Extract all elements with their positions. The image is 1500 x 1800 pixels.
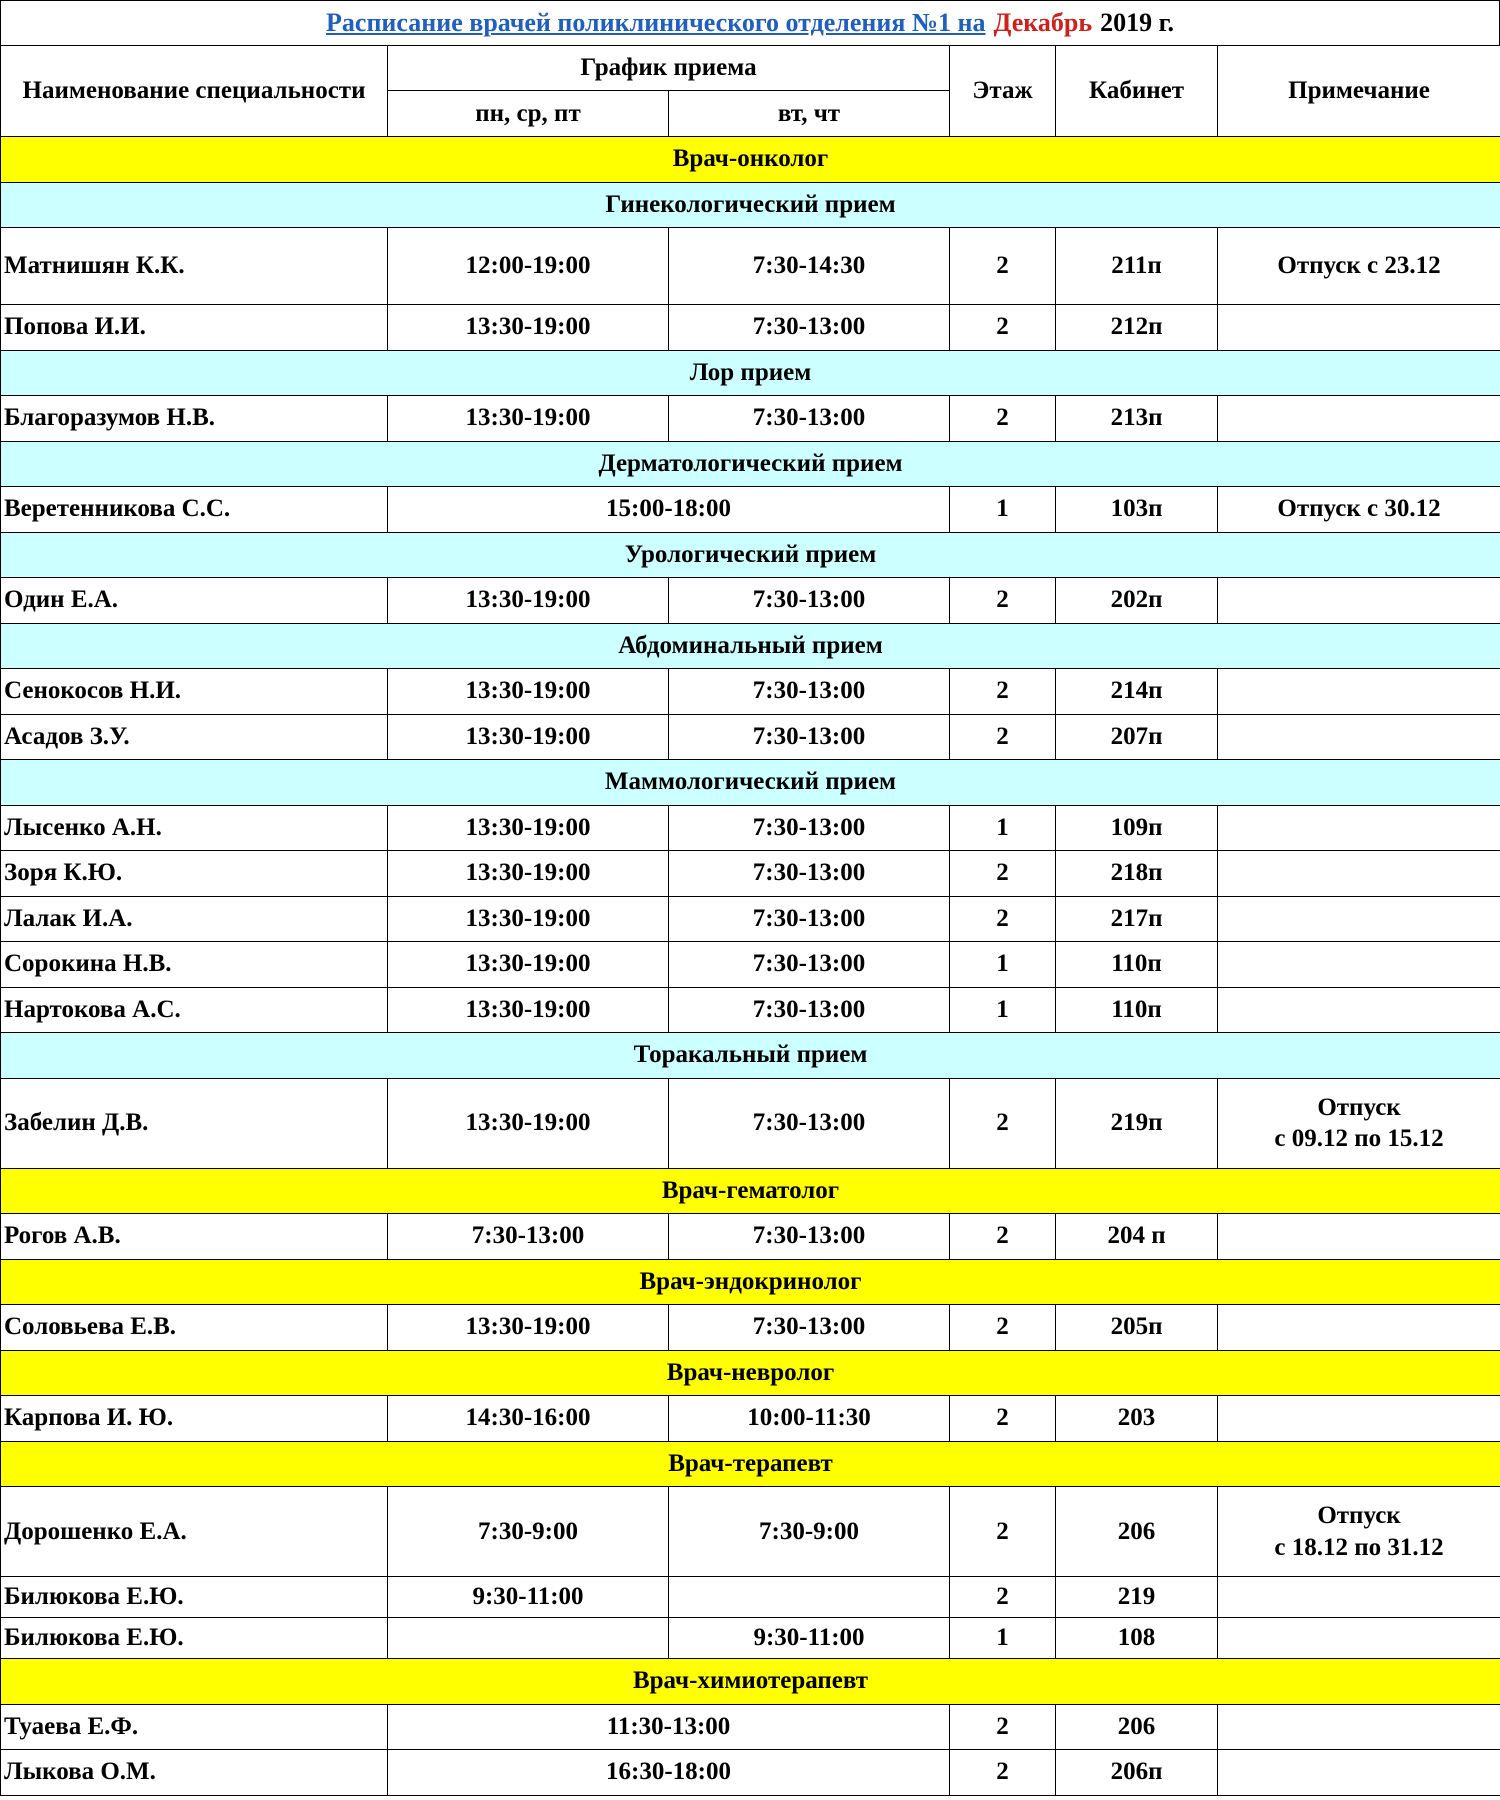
doctor-name: Карпова И. Ю. — [1, 1396, 388, 1442]
schedule-mon-wed-fri: 13:30-19:00 — [388, 896, 669, 942]
page-title — [0, 0, 1500, 45]
header-floor: Этаж — [950, 46, 1056, 137]
schedule-tue-thu: 9:30-11:00 — [669, 1618, 950, 1659]
note-cell — [1218, 1305, 1500, 1351]
header-schedule: График приема — [388, 46, 950, 91]
schedule-tue-thu: 7:30-13:00 — [669, 1214, 950, 1260]
schedule-rows — [1, 137, 1500, 1796]
doctor-row — [1, 1577, 1500, 1618]
header-cabinet: Кабинет — [1056, 46, 1218, 137]
specialty-label: Врач-химиотерапевт — [1, 1659, 1500, 1705]
cabinet-cell: 109п — [1056, 805, 1218, 851]
schedule-tue-thu: 7:30-13:00 — [669, 714, 950, 760]
specialty-label: Врач-гематолог — [1, 1168, 1500, 1214]
doctor-name: Лалак И.А. — [1, 896, 388, 942]
floor-cell: 1 — [950, 942, 1056, 988]
floor-cell: 2 — [950, 578, 1056, 624]
subsection-row — [1, 1033, 1500, 1079]
doctor-name: Благоразумов Н.В. — [1, 396, 388, 442]
cabinet-cell: 213п — [1056, 396, 1218, 442]
doctor-name: Сорокина Н.В. — [1, 942, 388, 988]
doctor-row — [1, 896, 1500, 942]
note-cell — [1218, 987, 1500, 1033]
doctor-name: Рогов А.В. — [1, 1214, 388, 1260]
note-cell — [1218, 305, 1500, 351]
doctor-name: Соловьева Е.В. — [1, 1305, 388, 1351]
doctor-name: Веретенникова С.С. — [1, 487, 388, 533]
title-month: Декабрь — [993, 8, 1093, 37]
doctor-name: Лыкова О.М. — [1, 1750, 388, 1796]
schedule-tue-thu: 7:30-13:00 — [669, 305, 950, 351]
floor-cell: 2 — [950, 1487, 1056, 1577]
doctor-row — [1, 669, 1500, 715]
schedule-tue-thu: 7:30-13:00 — [669, 1078, 950, 1168]
schedule-tue-thu: 7:30-13:00 — [669, 669, 950, 715]
specialty-label: Врач-онколог — [1, 137, 1500, 183]
schedule-mon-wed-fri: 13:30-19:00 — [388, 1305, 669, 1351]
note-cell — [1218, 805, 1500, 851]
schedule-tue-thu: 7:30-9:00 — [669, 1487, 950, 1577]
schedule-mon-wed-fri: 13:30-19:00 — [388, 578, 669, 624]
schedule-tue-thu: 7:30-13:00 — [669, 805, 950, 851]
doctor-name: Один Е.А. — [1, 578, 388, 624]
header-note: Примечание — [1218, 46, 1500, 137]
header-specialty: Наименование специальности — [1, 46, 388, 137]
schedule-mon-wed-fri: 12:00-19:00 — [388, 228, 669, 305]
specialty-row — [1, 1441, 1500, 1487]
specialty-row — [1, 1259, 1500, 1305]
schedule-tue-thu: 7:30-13:00 — [669, 896, 950, 942]
cabinet-cell: 212п — [1056, 305, 1218, 351]
header-days-tue-thu: вт, чт — [669, 91, 950, 137]
floor-cell: 2 — [950, 1396, 1056, 1442]
cabinet-cell: 206п — [1056, 1750, 1218, 1796]
doctor-row — [1, 805, 1500, 851]
specialty-label: Врач-невролог — [1, 1350, 1500, 1396]
doctor-name: Нартокова А.С. — [1, 987, 388, 1033]
specialty-row — [1, 1168, 1500, 1214]
note-cell: Отпуск с 23.12 — [1218, 228, 1500, 305]
doctor-name: Дорошенко Е.А. — [1, 1487, 388, 1577]
floor-cell: 2 — [950, 1750, 1056, 1796]
note-cell — [1218, 578, 1500, 624]
cabinet-cell: 204 п — [1056, 1214, 1218, 1260]
schedule-mon-wed-fri: 9:30-11:00 — [388, 1577, 669, 1618]
floor-cell: 1 — [950, 1618, 1056, 1659]
schedule-tue-thu — [669, 1577, 950, 1618]
note-line-2: с 09.12 по 15.12 — [1274, 1125, 1444, 1152]
doctor-name: Лысенко А.Н. — [1, 805, 388, 851]
doctor-row — [1, 851, 1500, 897]
schedule-mon-wed-fri: 13:30-19:00 — [388, 669, 669, 715]
specialty-label: Врач-терапевт — [1, 1441, 1500, 1487]
cabinet-cell: 218п — [1056, 851, 1218, 897]
header-days-mon-wed-fri: пн, ср, пт — [388, 91, 669, 137]
title-year: 2019 г. — [1100, 8, 1174, 37]
doctor-row — [1, 228, 1500, 305]
floor-cell: 2 — [950, 1704, 1056, 1750]
cabinet-cell: 203 — [1056, 1396, 1218, 1442]
floor-cell: 2 — [950, 396, 1056, 442]
floor-cell: 2 — [950, 1305, 1056, 1351]
floor-cell: 2 — [950, 851, 1056, 897]
doctor-name: Сенокосов Н.И. — [1, 669, 388, 715]
floor-cell: 2 — [950, 228, 1056, 305]
note-cell — [1218, 714, 1500, 760]
note-line-2: с 18.12 по 31.12 — [1274, 1533, 1444, 1561]
schedule-mon-wed-fri: 13:30-19:00 — [388, 851, 669, 897]
note-cell — [1218, 942, 1500, 988]
note-cell — [1218, 669, 1500, 715]
schedule-tue-thu: 7:30-13:00 — [669, 851, 950, 897]
schedule-mon-wed-fri: 13:30-19:00 — [388, 987, 669, 1033]
subsection-label: Гинекологический прием — [1, 182, 1500, 228]
doctor-row — [1, 942, 1500, 988]
cabinet-cell: 110п — [1056, 942, 1218, 988]
doctor-name: Попова И.И. — [1, 305, 388, 351]
note-cell — [1218, 1078, 1500, 1168]
doctor-row — [1, 1618, 1500, 1659]
doctor-name: Забелин Д.В. — [1, 1078, 388, 1168]
schedule-mon-wed-fri: 13:30-19:00 — [388, 396, 669, 442]
schedule-all-days: 11:30-13:00 — [388, 1704, 950, 1750]
doctor-row — [1, 1704, 1500, 1750]
note-cell — [1218, 1577, 1500, 1618]
cabinet-cell: 205п — [1056, 1305, 1218, 1351]
floor-cell: 2 — [950, 1577, 1056, 1618]
doctor-row — [1, 305, 1500, 351]
cabinet-cell: 108 — [1056, 1618, 1218, 1659]
doctor-name: Билюкова Е.Ю. — [1, 1618, 388, 1659]
floor-cell: 1 — [950, 805, 1056, 851]
floor-cell: 1 — [950, 487, 1056, 533]
specialty-row — [1, 1659, 1500, 1705]
schedule-mon-wed-fri: 13:30-19:00 — [388, 805, 669, 851]
floor-cell: 2 — [950, 714, 1056, 760]
specialty-row — [1, 1350, 1500, 1396]
subsection-label: Торакальный прием — [1, 1033, 1500, 1079]
cabinet-cell: 214п — [1056, 669, 1218, 715]
cabinet-cell: 219п — [1056, 1078, 1218, 1168]
note-cell — [1218, 1704, 1500, 1750]
schedule-tue-thu: 7:30-13:00 — [669, 578, 950, 624]
cabinet-cell: 211п — [1056, 228, 1218, 305]
subsection-label: Урологический прием — [1, 532, 1500, 578]
subsection-row — [1, 623, 1500, 669]
doctor-name: Туаева Е.Ф. — [1, 1704, 388, 1750]
subsection-row — [1, 182, 1500, 228]
schedule-tue-thu: 7:30-13:00 — [669, 1305, 950, 1351]
floor-cell: 2 — [950, 669, 1056, 715]
note-cell — [1218, 1618, 1500, 1659]
subsection-row — [1, 532, 1500, 578]
note-cell — [1218, 851, 1500, 897]
doctor-name: Билюкова Е.Ю. — [1, 1577, 388, 1618]
schedule-mon-wed-fri: 13:30-19:00 — [388, 1078, 669, 1168]
title-link[interactable]: Расписание врачей поликлинического отделения №1 на — [326, 8, 986, 37]
schedule-mon-wed-fri: 7:30-13:00 — [388, 1214, 669, 1260]
doctor-row — [1, 1487, 1500, 1577]
specialty-row — [1, 137, 1500, 183]
floor-cell: 2 — [950, 1078, 1056, 1168]
schedule-mon-wed-fri: 13:30-19:00 — [388, 305, 669, 351]
doctor-row — [1, 578, 1500, 624]
doctor-row — [1, 1078, 1500, 1168]
subsection-label: Лор прием — [1, 350, 1500, 396]
schedule-tue-thu: 7:30-13:00 — [669, 942, 950, 988]
floor-cell: 2 — [950, 1214, 1056, 1260]
subsection-row — [1, 760, 1500, 806]
cabinet-cell: 202п — [1056, 578, 1218, 624]
schedule-mon-wed-fri: 13:30-19:00 — [388, 942, 669, 988]
note-cell — [1218, 396, 1500, 442]
schedule-tue-thu: 7:30-13:00 — [669, 396, 950, 442]
doctor-name: Зоря К.Ю. — [1, 851, 388, 897]
cabinet-cell: 206 — [1056, 1704, 1218, 1750]
subsection-label: Маммологический прием — [1, 760, 1500, 806]
note-line-1: Отпуск — [1317, 1093, 1401, 1121]
schedule-all-days: 16:30-18:00 — [388, 1750, 950, 1796]
schedule-all-days: 15:00-18:00 — [388, 487, 950, 533]
subsection-label: Абдоминальный прием — [1, 623, 1500, 669]
doctor-name: Асадов З.У. — [1, 714, 388, 760]
cabinet-cell: 217п — [1056, 896, 1218, 942]
cabinet-cell: 206 — [1056, 1487, 1218, 1577]
note-cell — [1218, 1214, 1500, 1260]
subsection-row — [1, 350, 1500, 396]
doctor-name: Матнишян К.К. — [1, 228, 388, 305]
doctor-row — [1, 714, 1500, 760]
schedule-mon-wed-fri: 13:30-19:00 — [388, 714, 669, 760]
schedule-mon-wed-fri — [388, 1618, 669, 1659]
cabinet-cell: 110п — [1056, 987, 1218, 1033]
doctor-row — [1, 1305, 1500, 1351]
doctor-row — [1, 1396, 1500, 1442]
schedule-mon-wed-fri: 14:30-16:00 — [388, 1396, 669, 1442]
doctor-row — [1, 1750, 1500, 1796]
specialty-label: Врач-эндокринолог — [1, 1259, 1500, 1305]
schedule-mon-wed-fri: 7:30-9:00 — [388, 1487, 669, 1577]
note-cell — [1218, 1396, 1500, 1442]
note-cell: Отпуск с 30.12 — [1218, 487, 1500, 533]
doctor-row — [1, 487, 1500, 533]
note-line-1: Отпуск — [1317, 1502, 1401, 1530]
subsection-row — [1, 441, 1500, 487]
note-cell — [1218, 896, 1500, 942]
cabinet-cell: 103п — [1056, 487, 1218, 533]
subsection-label: Дерматологический прием — [1, 441, 1500, 487]
schedule-tue-thu: 10:00-11:30 — [669, 1396, 950, 1442]
cabinet-cell: 219 — [1056, 1577, 1218, 1618]
note-cell — [1218, 1487, 1500, 1577]
doctor-row — [1, 987, 1500, 1033]
cabinet-cell: 207п — [1056, 714, 1218, 760]
schedule-table — [0, 45, 1500, 1796]
doctor-row — [1, 396, 1500, 442]
schedule-tue-thu: 7:30-14:30 — [669, 228, 950, 305]
note-cell — [1218, 1750, 1500, 1796]
floor-cell: 2 — [950, 896, 1056, 942]
floor-cell: 1 — [950, 987, 1056, 1033]
doctor-row — [1, 1214, 1500, 1260]
floor-cell: 2 — [950, 305, 1056, 351]
schedule-tue-thu: 7:30-13:00 — [669, 987, 950, 1033]
